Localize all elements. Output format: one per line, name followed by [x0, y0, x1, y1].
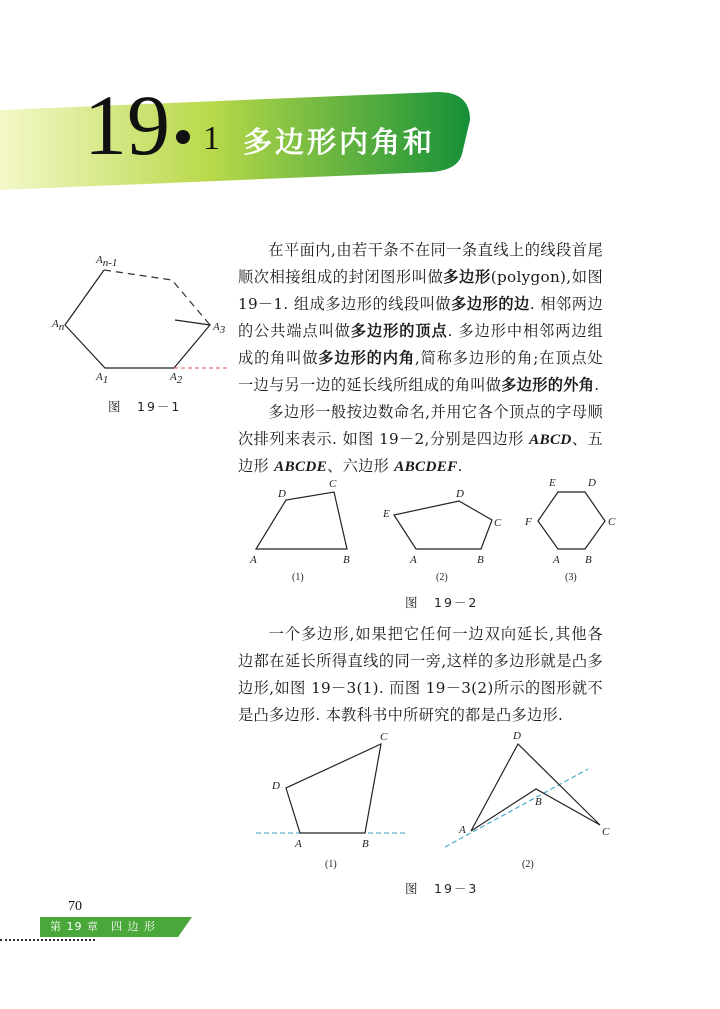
concave-label-c: C [602, 826, 610, 838]
paragraph-definition: 在平面内,由若干条不在同一条直线上的线段首尾顺次相接组成的封闭图形叫做多边形(polygon),如图 19－1. 组成多边形的线段叫做多边形的边. 相邻两边的公共端点叫做多边形的顶点. 多边形中相邻两边组成的角叫做多边形的内角,简称多边形的角;在顶点处一边与另一边的延长线所组成的角叫做多边形的外角. [238, 241, 604, 394]
fig2-sublabel-2: (2) [436, 572, 448, 583]
concave-quadrilateral [471, 744, 600, 831]
hexagon-abcdef [538, 492, 605, 549]
quad-label-a: A [250, 554, 257, 566]
hex-label-a: A [553, 554, 560, 566]
figure-19-2 [240, 472, 630, 587]
label-a3: A3 [213, 321, 226, 336]
chapter-number: 19 [84, 77, 170, 173]
concave-label-d: D [513, 730, 521, 742]
title-dot [176, 130, 190, 144]
polygon-solid-edges [65, 270, 210, 368]
pent-label-d: D [456, 488, 464, 500]
figure-19-1 [40, 245, 240, 415]
hex-label-e: E [549, 477, 556, 489]
label-an: An [52, 318, 65, 333]
label-a2: A2 [170, 371, 183, 386]
quad-label-c: C [329, 478, 337, 490]
page-number: 70 [68, 899, 82, 914]
pent-label-c: C [494, 517, 502, 529]
fig3-sublabel-2: (2) [522, 859, 534, 870]
label-a1: A1 [96, 371, 109, 386]
hex-label-d: D [588, 477, 596, 489]
polygon-dashed-edges [104, 270, 210, 325]
convex-label-d: D [272, 780, 280, 792]
concave-label-b: B [535, 796, 542, 808]
convex-label-a: A [295, 838, 302, 850]
concave-label-a: A [459, 824, 466, 836]
footer-dotted-line [0, 939, 95, 941]
figure-19-3 [250, 727, 620, 872]
footer-chapter-label: 第 19 章 四 边 形 [50, 920, 156, 933]
hex-label-b: B [585, 554, 592, 566]
section-title: 多边形内角和 [243, 125, 436, 159]
figure-19-1-caption: 图 19－1 [108, 399, 182, 414]
quad-label-b: B [343, 554, 350, 566]
pentagon-abcde [394, 501, 492, 549]
figure-19-2-caption: 图 19－2 [405, 595, 479, 610]
fig2-sublabel-1: (1) [292, 572, 304, 583]
concave-extension-line [445, 769, 588, 847]
pent-label-a: A [410, 554, 417, 566]
paragraph-naming: 多边形一般按边数命名,并用它各个顶点的字母顺次排列来表示. 如图 19－2,分别是四边形 ABCD、五边形 ABCDE、六边形 ABCDEF. [238, 403, 603, 475]
fig2-sublabel-3: (3) [565, 572, 577, 583]
label-an-1: An-1 [96, 254, 118, 269]
fig3-sublabel-1: (1) [325, 859, 337, 870]
figure-19-3-caption: 图 19－3 [405, 881, 479, 896]
convex-label-b: B [362, 838, 369, 850]
convex-label-c: C [380, 731, 388, 743]
hex-label-f: F [525, 516, 532, 528]
quadrilateral-abcd [256, 492, 347, 549]
quad-label-d: D [278, 488, 286, 500]
pent-label-e: E [383, 508, 390, 520]
convex-quadrilateral [286, 744, 381, 833]
pent-label-b: B [477, 554, 484, 566]
paragraph-convex: 一个多边形,如果把它任何一边双向延长,其他各边都在延长所得直线的同一旁,这样的多边形就是凸多边形,如图 19－3(1). 而图 19－3(2)所示的图形就不是凸多边形. 本教科书中所研究的都是凸多边形. [238, 625, 603, 724]
hex-label-c: C [608, 516, 616, 528]
section-number: 1 [203, 120, 220, 157]
